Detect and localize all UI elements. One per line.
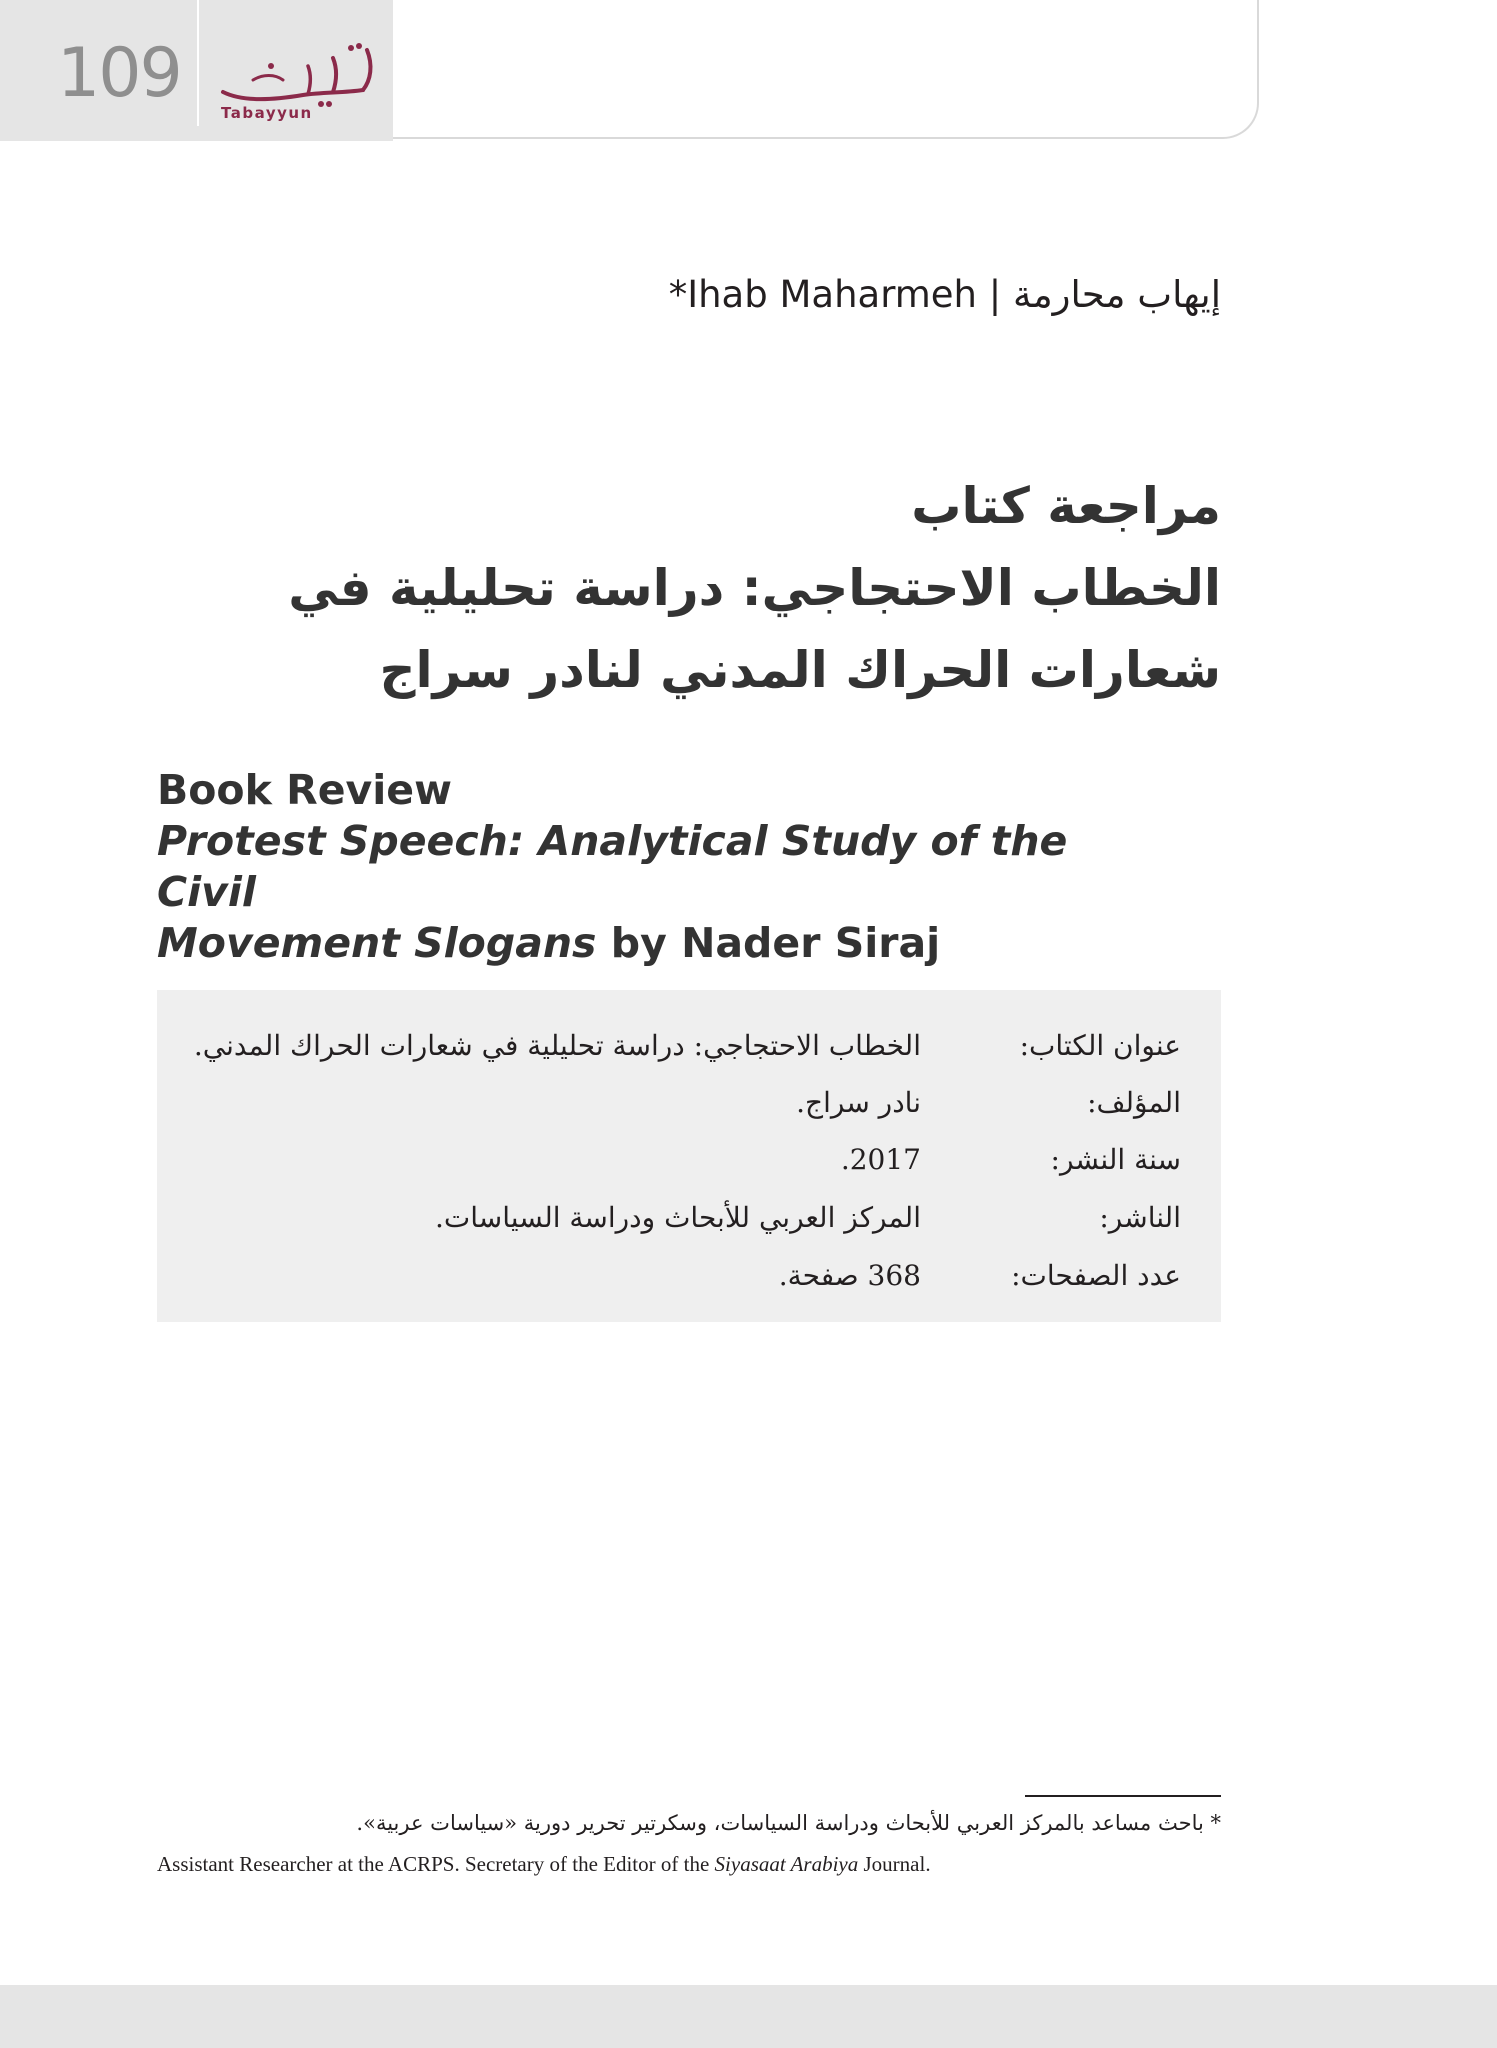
arabic-title-line-3: شعارات الحراك المدني لنادر سراج — [379, 641, 1221, 699]
footnote-arabic: * باحث مساعد بالمركز العربي للأبحاث ودراسة السياسات، وسكرتير تحرير دورية «سياسات عربية». — [356, 1811, 1221, 1835]
english-title-line-3-italic: Movement Slogans — [157, 919, 597, 967]
book-info-label: عنوان الكتاب: — [1019, 1029, 1181, 1062]
footer-band — [0, 1985, 1497, 2048]
english-title-line-2: Protest Speech: Analytical Study of the Civil — [157, 817, 1068, 916]
book-info-value: نادر سراج. — [796, 1086, 921, 1119]
book-info-value: الخطاب الاحتجاجي: دراسة تحليلية في شعارات الحراك المدني. — [193, 1029, 921, 1062]
arabic-title-line-2: الخطاب الاحتجاجي: دراسة تحليلية في — [288, 559, 1221, 617]
footnote-rule — [1025, 1795, 1221, 1797]
book-info-row — [181, 1075, 1181, 1131]
tabayyun-calligraphy-icon — [213, 40, 383, 110]
book-info-row — [181, 1018, 1181, 1074]
english-title-line-1: Book Review — [157, 766, 452, 814]
english-title — [157, 765, 1177, 969]
book-info-value: 368 صفحة. — [778, 1259, 921, 1292]
book-info-box — [157, 990, 1221, 1322]
english-title-line-3-rest: by Nader Siraj — [596, 919, 941, 967]
footnote-english-end: Journal. — [858, 1852, 931, 1876]
logo-latin-text: Tabayyun — [221, 104, 313, 122]
tabayyun-logo — [213, 40, 383, 130]
book-info-row — [181, 1248, 1181, 1304]
footnote-english — [157, 1847, 1257, 1881]
page-number: 109 — [57, 34, 181, 113]
book-info-label: الناشر: — [1099, 1201, 1181, 1234]
footnote-english-start: Assistant Researcher at the ACRPS. Secretary of the Editor of the — [157, 1852, 715, 1876]
book-info-value: المركز العربي للأبحاث ودراسة السياسات. — [434, 1201, 921, 1234]
english-title-line-3 — [157, 918, 1177, 969]
book-info-label: المؤلف: — [1087, 1086, 1181, 1119]
arabic-title — [121, 465, 1221, 711]
book-info-label: سنة النشر: — [1050, 1143, 1181, 1176]
header-divider — [197, 0, 199, 126]
author-line: *Ihab Maharmeh | إيهاب محارمة — [668, 273, 1221, 316]
book-info-row — [181, 1132, 1181, 1188]
header-block — [0, 0, 393, 141]
footnote-journal-name: Siyasaat Arabiya — [714, 1852, 859, 1876]
book-info-value: 2017. — [840, 1143, 921, 1176]
arabic-title-line-1: مراجعة كتاب — [911, 477, 1221, 535]
book-info-row — [181, 1190, 1181, 1246]
book-info-label: عدد الصفحات: — [1011, 1259, 1181, 1292]
